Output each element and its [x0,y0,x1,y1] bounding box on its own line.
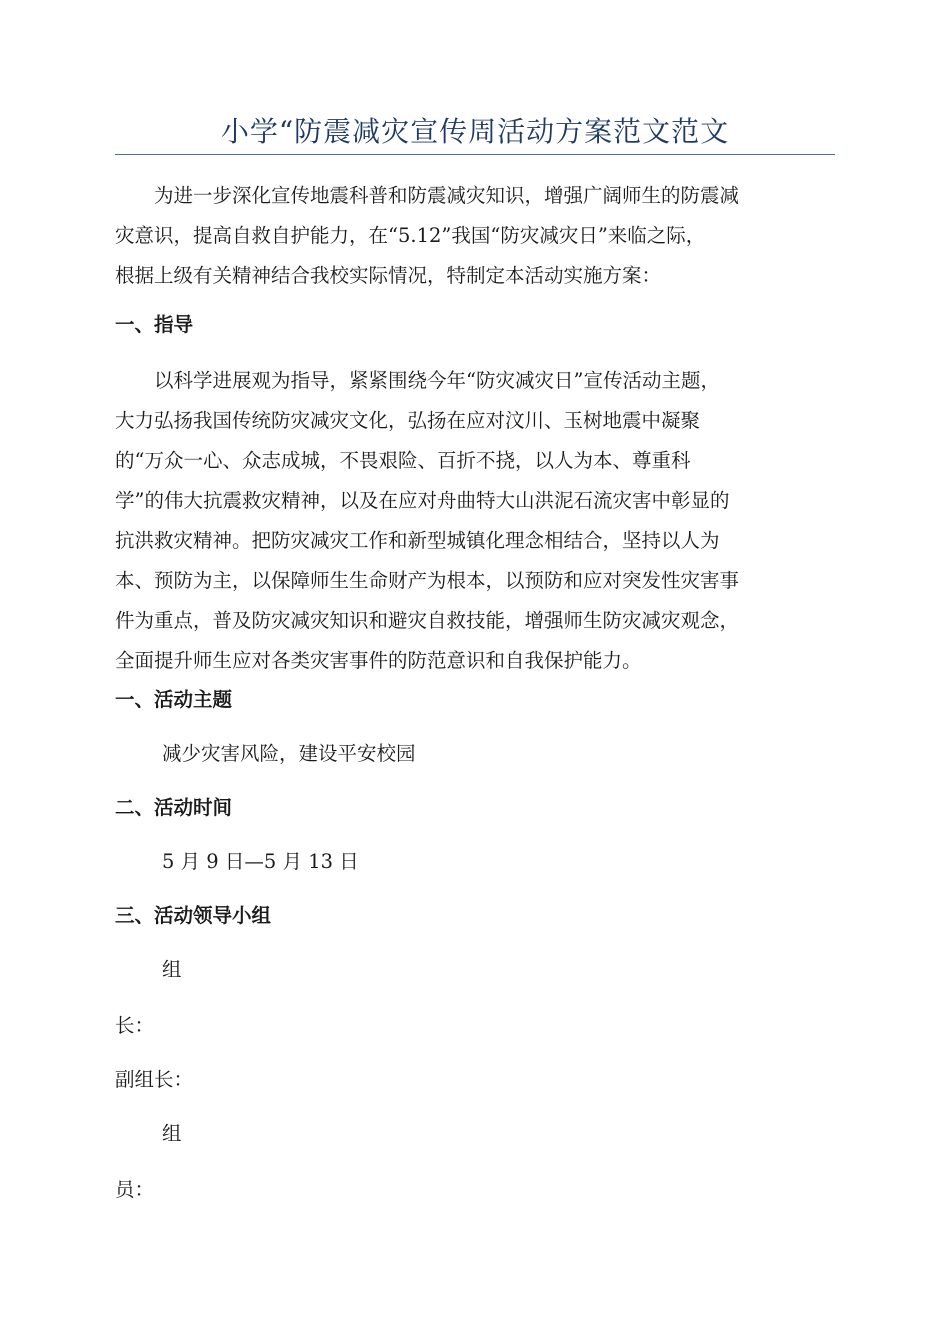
intro-paragraph [115,176,835,296]
theme-text: 减少灾害风险，建设平安校园 [162,742,416,765]
intro-line: 根据上级有关精神结合我校实际情况，特制定本活动实施方案： [115,264,662,287]
document-title: 小学“防震减灾宣传周活动方案范文范文 [220,115,730,148]
title-underline [115,154,835,155]
member-label-part1: 组 [162,1122,182,1145]
leader-label-part2: 长： [115,1014,155,1037]
section-heading-theme: 一、活动主题 [115,688,233,711]
guidance-line: 全面提升师生应对各类灾害事件的防范意识和自我保护能力。 [115,649,642,672]
guidance-line: 抗洪救灾精神。把防灾减灾工作和新型城镇化理念相结合，坚持以人为 [115,529,720,552]
section-heading-leadership: 三、活动领导小组 [115,904,272,927]
member-label-part2: 员： [115,1178,155,1201]
time-text: 5 月 9 日—5 月 13 日 [162,850,359,873]
guidance-paragraph [115,361,835,681]
guidance-line: 本、预防为主，以保障师生生命财产为根本，以预防和应对突发性灾害事 [115,569,740,592]
intro-line: 为进一步深化宣传地震科普和防震减灾知识，增强广阔师生的防震减 [115,184,740,207]
guidance-line: 以科学进展观为指导，紧紧围绕今年“防灾减灾日”宣传活动主题， [115,369,720,392]
guidance-line: 大力弘扬我国传统防灾减灾文化，弘扬在应对汶川、玉树地震中凝聚 [115,409,701,432]
section-heading-guidance: 一、指导 [115,313,194,336]
leader-label-part1: 组 [162,958,182,981]
section-heading-time: 二、活动时间 [115,796,233,819]
intro-line: 灾意识，提高自救自护能力，在“5.12”我国“防灾减灾日”来临之际， [115,224,706,247]
guidance-line: 件为重点，普及防灾减灾知识和避灾自救技能，增强师生防灾减灾观念， [115,609,740,632]
deputy-leader-label: 副组长： [115,1068,194,1091]
guidance-line: 的“万众一心、众志成城，不畏艰险、百折不挠，以人为本、尊重科 [115,449,691,472]
guidance-line: 学”的伟大抗震救灾精神，以及在应对舟曲特大山洪泥石流灾害中彰显的 [115,489,730,512]
